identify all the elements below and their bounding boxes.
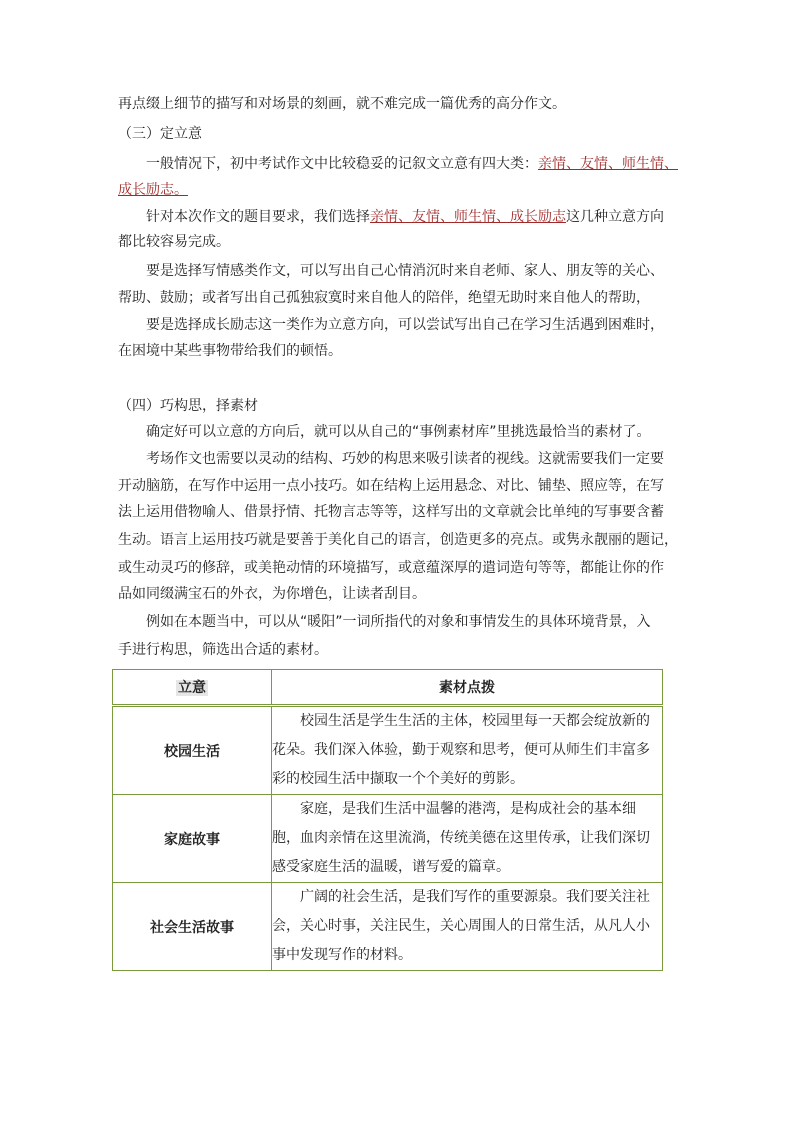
section-heading-3: （三）定立意 xyxy=(118,126,202,142)
header-label: 素材点拨 xyxy=(439,680,495,696)
paragraph-text: 考场作文也需要以灵动的结构、巧妙的构思来吸引读者的视线。这就需要我们一定要 xyxy=(146,451,664,467)
text-span: 这几种立意方向 xyxy=(566,209,664,225)
highlighted-text: 亲情、友情、师生情、 xyxy=(538,156,678,172)
paragraph-text: 品如同缀满宝石的外衣，为你增色，让读者刮目。 xyxy=(118,586,426,602)
paragraph-text: 在困境中某些事物带给我们的顿悟。 xyxy=(118,343,342,359)
description-text: 家庭，是我们生活中温馨的港湾，是构成社会的基本细胞，血肉亲情在这里流淌，传统美德在这里传承，让我们深切感受家庭生活的温暖，谱写爱的篇章。 xyxy=(272,801,650,875)
category-cell: 家庭故事 xyxy=(113,795,272,883)
table-header-cell xyxy=(113,670,272,706)
text-span: 一般情况下，初中考试作文中比较稳妥的记叙文立意有四大类： xyxy=(146,156,538,172)
table-header-cell xyxy=(272,670,663,706)
highlighted-text: 亲情、友情、师生情、成长励志 xyxy=(370,209,566,225)
paragraph-text: 手进行构思，筛选出合适的素材。 xyxy=(118,642,328,658)
table-row xyxy=(113,706,663,795)
paragraph-text: 都比较容易完成。 xyxy=(118,234,230,250)
description-cell xyxy=(272,706,663,795)
description-text: 校园生活是学生生活的主体，校园里每一天都会绽放新的花朵。我们深入体验，勤于观察和思考，便可从师生们丰富多彩的校园生活中撷取一个个美好的剪影。 xyxy=(272,713,650,787)
table-row xyxy=(113,795,663,883)
paragraph-text xyxy=(118,181,188,199)
table-header-row xyxy=(113,670,663,706)
description-text: 广阔的社会生活，是我们写作的重要源泉。我们要关注社会，关心时事，关注民生，关心周围人的日常生活，从凡人小事中发现写作的材料。 xyxy=(272,889,650,963)
paragraph-text: 生动。语言上运用技巧就是要善于美化自己的语言，创造更多的亮点。或隽永靓丽的题记， xyxy=(118,532,678,548)
paragraph-text: 要是选择成长励志这一类作为立意方向，可以尝试写出自己在学习生活遇到困难时， xyxy=(146,317,664,333)
description-cell xyxy=(272,883,663,971)
paragraph-text xyxy=(146,155,678,173)
paragraph-text: 要是选择写情感类作文，可以写出自己心情消沉时来自老师、家人、朋友等的关心、 xyxy=(146,263,664,279)
paragraph-text: 再点缀上细节的描写和对场景的刻画，就不难完成一篇优秀的高分作文。 xyxy=(118,96,566,112)
material-table xyxy=(112,669,663,971)
table-row xyxy=(113,883,663,971)
highlighted-text: 成长励志。 xyxy=(118,182,188,198)
paragraph-text: 开动脑筋，在写作中运用一点小技巧。如在结构上运用悬念、对比、铺垫、照应等，在写 xyxy=(118,478,664,494)
header-label: 立意 xyxy=(178,680,206,696)
description-cell xyxy=(272,795,663,883)
category-cell: 社会生活故事 xyxy=(113,883,272,971)
paragraph-text: 帮助、鼓励；或者写出自己孤独寂寞时来自他人的陪伴，绝望无助时来自他人的帮助， xyxy=(118,290,650,306)
section-heading-4: （四）巧构思，择素材 xyxy=(118,398,258,414)
paragraph-text xyxy=(146,208,664,226)
category-cell: 校园生活 xyxy=(113,706,272,795)
paragraph-text: 法上运用借物喻人、借景抒情、托物言志等等，这样写出的文章就会比单纯的写事要含蓄 xyxy=(118,504,664,520)
paragraph-text: 或生动灵巧的修辞，或美艳动情的环境描写，或意蕴深厚的遣词造句等等，都能让你的作 xyxy=(118,560,664,576)
paragraph-text: 确定好可以立意的方向后，就可以从自己的“事例素材库”里挑选最恰当的素材了。 xyxy=(146,424,651,440)
text-span: 针对本次作文的题目要求，我们选择 xyxy=(146,209,370,225)
paragraph-text: 例如在本题当中，可以从“暖阳”一词所指代的对象和事情发生的具体环境背景，入 xyxy=(146,614,651,630)
